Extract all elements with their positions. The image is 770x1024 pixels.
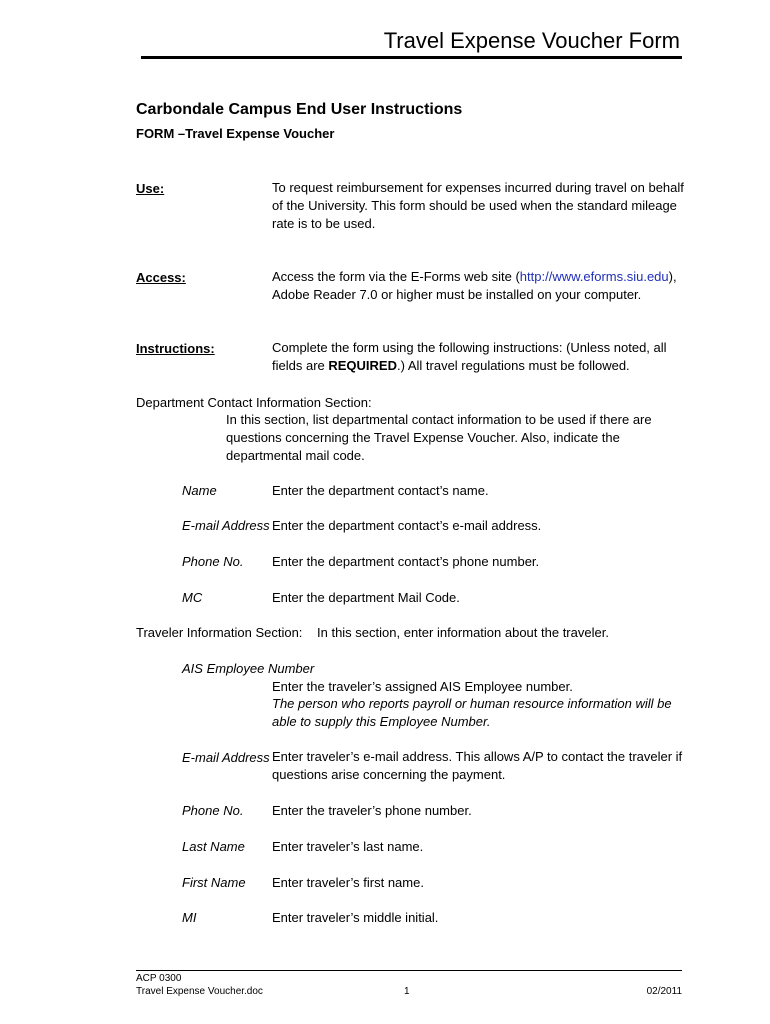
access-text [272,268,687,304]
traveler-mi-term: MI [182,910,197,925]
dept-phone-term: Phone No. [182,554,244,569]
footer-page-number: 1 [404,986,410,997]
dept-email-desc: Enter the department contact’s e-mail address. [272,518,542,533]
access-text-before: Access the form via the E-Forms web site ( [272,269,520,284]
page-heading: Carbondale Campus End User Instructions [136,101,463,118]
traveler-mi-desc: Enter traveler’s middle initial. [272,910,439,925]
dept-mc-desc: Enter the department Mail Code. [272,590,460,605]
footer-filename: Travel Expense Voucher.doc [136,986,263,997]
dept-section-intro: In this section, list departmental contact information to be used if there are questions concerning the Travel Expense Voucher. Also, indicate the departmental mail code. [226,412,652,463]
required-emphasis: REQUIRED [328,358,397,373]
dept-name-term: Name [182,483,217,498]
use-label: Use: [136,181,165,196]
traveler-email-desc: Enter traveler’s e-mail address. This allows A/P to contact the traveler if questions arise concerning the payment. [272,749,683,782]
dept-email-term: E-mail Address [182,518,270,533]
ais-employee-number-desc: Enter the traveler’s assigned AIS Employee number. [272,679,573,694]
footer-form-code: ACP 0300 [136,973,182,984]
instructions-text [272,339,687,375]
document-title: Travel Expense Voucher Form [383,28,680,53]
instructions-text-after: .) All travel regulations must be followed. [397,358,630,373]
access-label: Access: [136,270,186,285]
ais-employee-number-note: The person who reports payroll or human resource information will be able to supply this Employee Number. [272,696,672,729]
traveler-section-intro: In this section, enter information about the traveler. [317,625,609,640]
traveler-last-name-term: Last Name [182,839,245,854]
traveler-section-title: Traveler Information Section: [136,625,303,640]
ais-employee-number-term: AIS Employee Number [182,661,315,676]
traveler-first-name-desc: Enter traveler’s first name. [272,875,424,890]
traveler-email-term: E-mail Address [182,750,270,765]
footer-rule [136,970,682,971]
use-text: To request reimbursement for expenses incurred during travel on behalf of the University. This form should be used when the standard mileage rate is to be used. [272,180,684,231]
eforms-link[interactable]: http://www.eforms.siu.edu [519,269,669,284]
dept-name-desc: Enter the department contact’s name. [272,483,489,498]
page-subheading: FORM –Travel Expense Voucher [136,126,335,141]
traveler-phone-desc: Enter the traveler’s phone number. [272,803,472,818]
title-rule [141,56,682,59]
traveler-first-name-term: First Name [182,875,246,890]
access-text-after: ), Adobe Reader 7.0 or higher must be installed on your computer. [272,269,677,302]
dept-section-title: Department Contact Information Section: [136,395,372,410]
footer-date: 02/2011 [646,986,682,997]
dept-phone-desc: Enter the department contact’s phone number. [272,554,540,569]
traveler-last-name-desc: Enter traveler’s last name. [272,839,424,854]
instructions-text-before: Complete the form using the following instructions: (Unless noted, all fields are [272,340,667,373]
dept-mc-term: MC [182,590,203,605]
traveler-phone-term: Phone No. [182,803,244,818]
instructions-label: Instructions: [136,341,215,356]
